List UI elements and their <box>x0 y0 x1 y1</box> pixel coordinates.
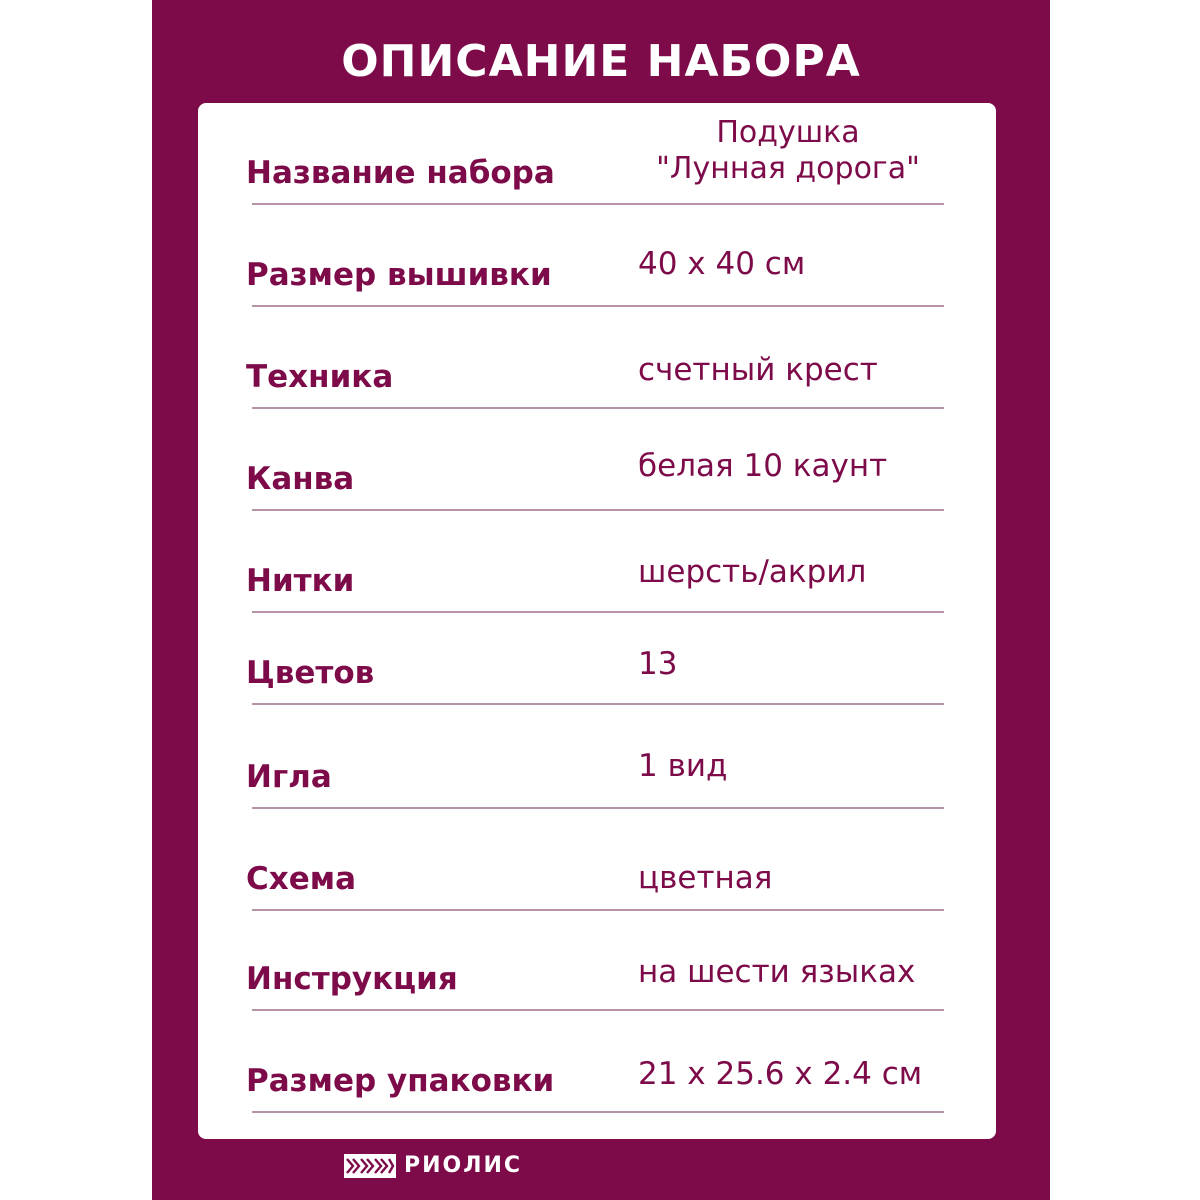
spec-value: 13 <box>638 646 678 682</box>
spec-value: 1 вид <box>638 748 728 784</box>
spec-label: Цветов <box>246 655 375 691</box>
spec-label: Техника <box>246 359 394 395</box>
spec-label: Размер упаковки <box>246 1063 555 1099</box>
spec-value-line: "Лунная дорога" <box>656 151 920 186</box>
spec-row-chart <box>198 809 996 911</box>
spec-value: 21 х 25.6 х 2.4 см <box>638 1056 923 1092</box>
spec-card <box>198 103 996 1139</box>
spec-value <box>618 115 958 187</box>
row-divider <box>252 703 944 705</box>
spec-value: белая 10 каунт <box>638 448 888 484</box>
spec-value: шерсть/акрил <box>638 554 867 590</box>
spec-label: Канва <box>246 461 355 497</box>
spec-label: Размер вышивки <box>246 257 552 293</box>
spec-value: 40 х 40 см <box>638 246 806 282</box>
spec-row-colors <box>198 603 996 705</box>
spec-value: цветная <box>638 860 773 896</box>
spec-label: Инструкция <box>246 961 458 997</box>
spec-label: Нитки <box>246 563 355 599</box>
spec-value-line: Подушка <box>716 115 860 150</box>
spec-row-kit-name <box>198 103 996 205</box>
spec-row-embroidery-size <box>198 205 996 307</box>
spec-row-needle <box>198 707 996 809</box>
spec-value: счетный крест <box>638 352 878 388</box>
kit-description-sheet <box>152 0 1050 1200</box>
row-divider <box>252 1111 944 1113</box>
spec-label: Игла <box>246 759 332 795</box>
brand-footer <box>344 1150 522 1182</box>
spec-row-threads <box>198 511 996 613</box>
brand-name: РИОЛИС <box>404 1153 523 1178</box>
spec-row-instructions <box>198 909 996 1011</box>
spec-label: Схема <box>246 861 357 897</box>
spec-row-canvas <box>198 409 996 511</box>
spec-row-package-size <box>198 1011 996 1113</box>
spec-label: Название набора <box>246 155 555 191</box>
spec-row-technique <box>198 307 996 409</box>
page-title: ОПИСАНИЕ НАБОРА <box>341 36 861 87</box>
riolis-logo-icon <box>344 1154 396 1178</box>
spec-value: на шести языках <box>638 954 916 990</box>
